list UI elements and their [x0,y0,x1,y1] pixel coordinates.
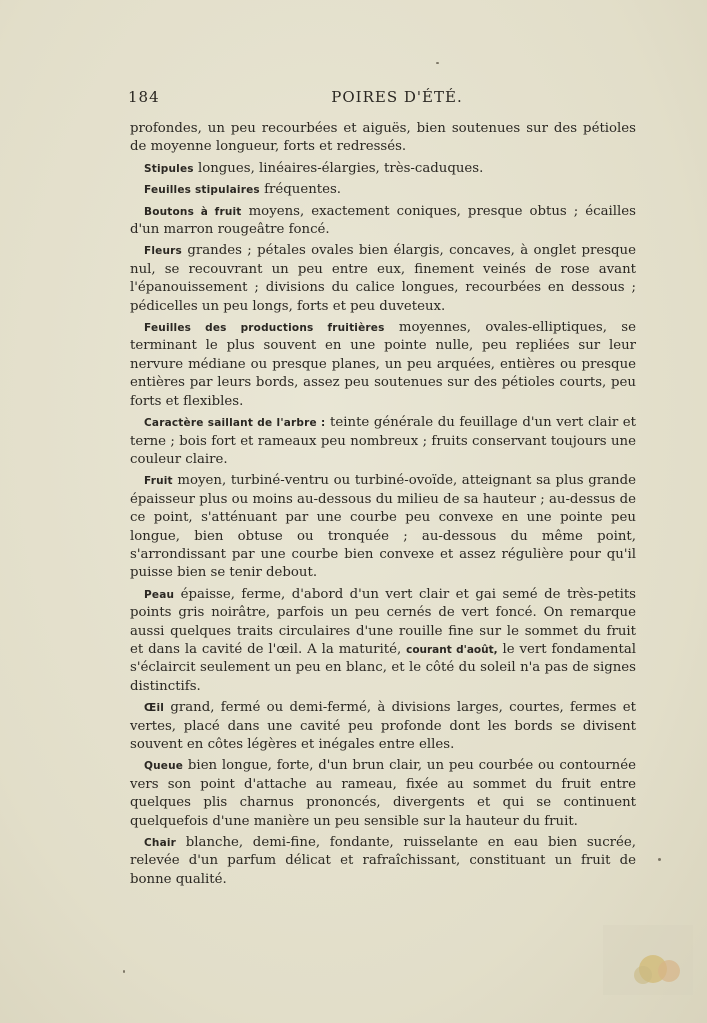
paragraph-term: Fruit [144,475,173,488]
paragraph-peau [130,586,636,696]
paragraph-term: Feuilles stipulaires [144,184,260,197]
page-number: 184 [128,88,160,106]
running-title: POIRES D'ÉTÉ. [331,88,463,106]
paragraph-text: profondes, un peu recourbées et aiguës, bien soutenues sur des pétioles de moyenne longueur, forts et redressés. [130,121,636,155]
paragraph-term: Œil [144,702,165,715]
paragraph-text: teinte générale du feuillage d'un vert clair et terne ; bois fort et rameaux peu nombreux ; fruits conservant toujours une couleur claire. [130,415,636,467]
paragraph-oeil [130,699,636,754]
paragraph-text: épaisse, ferme, d'abord d'un vert clair et gai semé de très-petits points gris noirâtre, parfois un peu cernés de vert foncé. On remarque aussi quelques traits circulaires d'une rouille fine sur le sommet du fruit et dans la cavité de l'œil. A la maturité, [130,586,636,657]
paragraph-term: Peau [144,588,175,601]
paragraph-boutons [130,203,636,240]
paragraph-text: moyen, turbiné-ventru ou turbiné-ovoïde, atteignant sa plus grande épaisseur plus ou moins au-dessous du milieu de sa hauteur ; au-dessus de ce point, s'atténuant par une courbe peu convexe en une pointe peu longue, bien obtuse ou tronquée ; au-dessous du même point, s'arrondissant par une courbe bien convexe et assez régulière pour qu'il puisse bien se tenir debout. [130,473,636,581]
body-text [130,120,636,892]
paragraph-term: Feuilles des productions fruitières [144,322,385,335]
library-stamp-icon [603,925,693,995]
paragraph-term: Boutons à fruit [144,205,242,218]
paragraph-continuation [130,120,636,157]
paragraph-term: Stipules [144,162,194,175]
paragraph-text: grand, fermé ou demi-fermé, à divisions larges, courtes, fermes et vertes, placé dans une cavité peu profonde dont les bords se divisent souvent en côtes légères et inégales entre elles. [130,700,636,752]
paragraph-feuilles-stipulaires [130,181,636,199]
paper-speck [123,970,125,973]
paragraph-text: le vert fondamental s'éclaircit seulement un peu en blanc, et le côté du soleil n'a pas de signes distinctifs. [130,641,636,694]
paragraph-fleurs [130,242,636,316]
paragraph-text: longues, linéaires-élargies, très-caduques. [193,160,484,176]
paragraph-stipules [130,160,636,178]
paragraph-text: fréquentes. [259,182,342,198]
paragraph-term: Caractère saillant de l'arbre : [144,417,326,430]
paragraph-term: Chair [144,837,177,850]
paragraph-text: blanche, demi-fine, fondante, ruisselante en eau bien sucrée, relevée d'un parfum délicat et rafraîchissant, constituant un fruit de bonne qualité. [130,835,636,887]
paragraph-feuilles-productions [130,319,636,411]
paragraph-text: moyens, exactement coniques, presque obtus ; écailles d'un marron rougeâtre foncé. [130,203,636,238]
paper-speck [658,858,661,861]
paragraph-text: moyennes, ovales-elliptiques, se terminant le plus souvent en une pointe nulle, peu repliées sur leur nervure médiane ou presque planes, un peu arquées, entières ou presque entières par leurs bords, assez peu soutenues sur des pétioles courts, peu forts et flexibles. [130,320,636,409]
paragraph-caractere [130,414,636,469]
paragraph-chair [130,834,636,889]
paragraph-queue [130,757,636,831]
paragraph-inline-term: courant d'août, [406,643,498,656]
paper-speck [436,62,439,64]
paragraph-term: Queue [144,760,184,773]
paragraph-text: grandes ; pétales ovales bien élargis, concaves, à onglet presque nul, se recouvrant un peu entre eux, finement veinés de rose avant l'épanouissement ; divisions du calice longues, recourbées en dessous ; pédicelles un peu longs, forts et peu duveteux. [130,243,636,314]
page-header [128,88,636,112]
paragraph-text: bien longue, forte, d'un brun clair, un peu courbée ou contournée vers son point d'attache au rameau, fixée au sommet du fruit entre quelques plis charnus prononcés, divergents et qui se continuent quelquefois d'une manière un peu sensible sur la hauteur du fruit. [130,758,636,829]
paragraph-fruit [130,472,636,582]
paragraph-term: Fleurs [144,245,182,258]
